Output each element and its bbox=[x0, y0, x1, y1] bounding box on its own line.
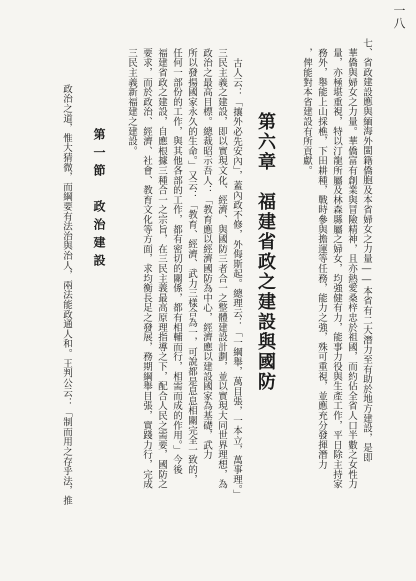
section-text-line: 政治之道，惟大猜微，而綱要有法治與治人，兩法能政通人和。王判公云：「制而用之存乎法，推 bbox=[61, 84, 72, 506]
chapter-paragraph-line: 要求，而於政治、經濟、社會、教育文化等方面，求均衡長足之發展，務期綱舉目張，實踐力行，完成 bbox=[141, 48, 152, 489]
chapter-paragraph-line: 三民主義新福建之建設。 bbox=[126, 48, 137, 156]
chapter-paragraph-line: 所以發揚國家永久的生命。」又云：「教育、經濟、武力三樣合為一，可說都是息息相關完全一致的， bbox=[186, 48, 197, 485]
chapter-paragraph-line: 三民主義之建設，即以實現文化、經濟、與國防三者合一之整體建設計劃，並以實現大同世界理想，為 bbox=[216, 48, 227, 489]
section-title: 第一節 政治建設 bbox=[92, 128, 106, 272]
item-seven-line: 華僑與婦女之力量。華僑富有創業與冒險精神，且亦熱愛桑梓忠於祖國，而約佔全省人口半數之女性力 bbox=[346, 48, 357, 489]
chapter-title: 第六章 福建省政之建設與國防 bbox=[255, 112, 276, 392]
item-seven-line: ，俾能對本省建設有所貢獻。 bbox=[301, 48, 312, 176]
item-seven-line: 務外，舉能上山採樵，下田耕種，戰時參與擔運等任務，能力之強，殊可重視，並應充分發揮潛力 bbox=[316, 48, 327, 470]
item-seven-line: 七、省政建設應與緬海外閩籍僑胞及本省婦女之力量――本省有二大潛力至有助於地方建設，是即 bbox=[361, 38, 372, 463]
item-seven-line: 量，亦極堪重視，特以汀龍所屬及林森縣屬之婦女，均強健有力，能事力役與生產工作，平日除主持家 bbox=[331, 48, 342, 489]
chapter-paragraph-line: 福建省政之建設，自應根據三種合一之宗旨，在三民主義最高原理指導之下，配合人民之需要，國防之 bbox=[156, 48, 167, 489]
page-number: 一八 bbox=[392, 4, 406, 30]
chapter-paragraph-line: 任何一部份的工作，與其他各部的工作，都有密切的關係，都有相輔而行，相需而成的作用。」今後 bbox=[171, 48, 182, 475]
chapter-paragraph-line: 政治之最高目標。總裁昭示吾人：「教育應以經濟國防為中心，經濟應以建設國家為基礎，武力 bbox=[201, 48, 212, 460]
chapter-paragraph-line: 古人云：「攘外必先安內」，蓋內政不修，外侮斯起。總理云：「一綱舉，萬目張，一本立，萬事理。」 bbox=[231, 58, 242, 500]
